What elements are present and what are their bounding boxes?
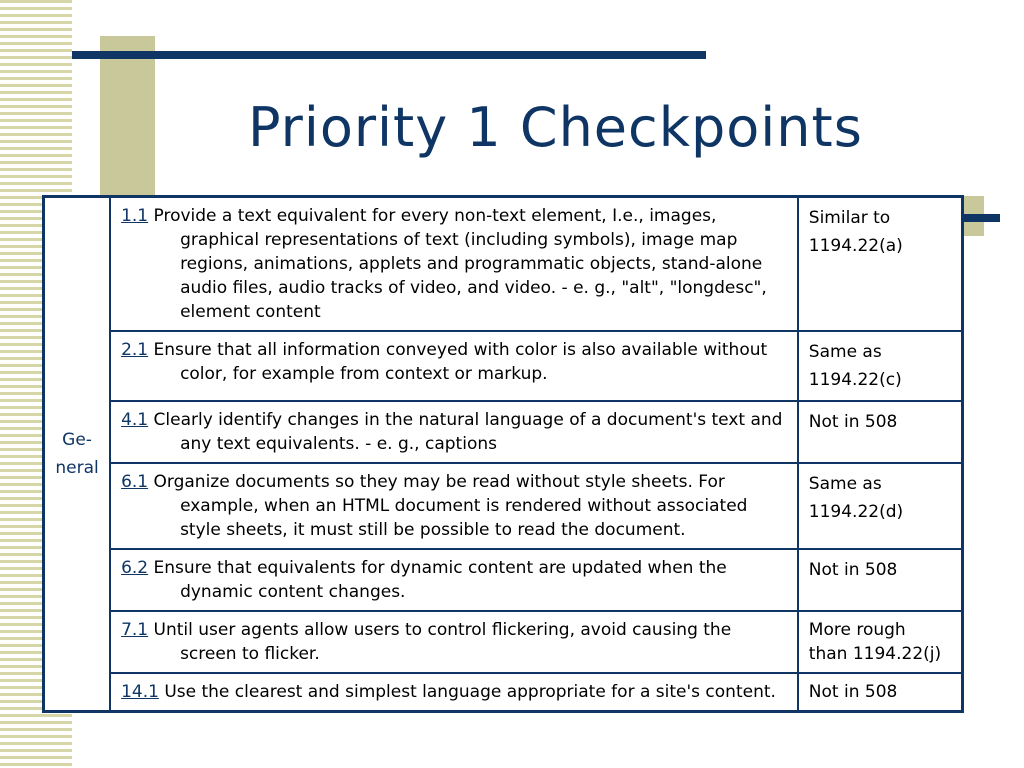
note-line2: 1194.22(c) [808,370,902,390]
checkpoint-description [110,549,798,611]
checkpoint-text: Clearly identify changes in the natural language of a document's text and any text equivalents. - e. g., captions [153,410,783,454]
table-row [44,197,963,332]
section-508-note [798,611,963,673]
table-row [44,673,963,712]
checkpoint-description [110,331,798,401]
note-line1: Same as [808,474,882,494]
note-line2: 1194.22(a) [808,236,903,256]
checkpoint-link[interactable]: 2.1 [121,340,149,360]
checkpoint-text: Use the clearest and simplest language appropriate for a site's content. [164,682,776,702]
table-row [44,463,963,549]
checkpoint-description [110,673,798,712]
checkpoint-link[interactable]: 6.2 [121,558,149,578]
decorative-top-line [72,51,706,59]
note-line1: More rough [808,620,906,640]
section-508-note [798,331,963,401]
section-508-note [798,549,963,611]
note-line2: than 1194.22(j) [808,644,942,664]
note-line1: Same as [808,342,882,362]
checkpoint-description [110,401,798,463]
checkpoint-link[interactable]: 1.1 [121,206,149,226]
page-title: Priority 1 Checkpoints [248,96,863,159]
checkpoints-table [42,195,964,713]
note-line1: Not in 508 [808,412,898,432]
table-row [44,611,963,673]
checkpoint-text: Ensure that equivalents for dynamic content are updated when the dynamic content changes. [153,558,727,602]
checkpoint-description [110,463,798,549]
checkpoint-link[interactable]: 4.1 [121,410,149,430]
note-line1: Similar to [808,208,891,228]
decorative-tan-block [100,36,155,196]
table-row [44,331,963,401]
note-line1: Not in 508 [808,560,898,580]
category-label-line2: neral [55,458,99,478]
checkpoint-text: Ensure that all information conveyed with color is also available without color, for example from context or markup. [153,340,768,384]
decorative-right-line [964,214,1000,222]
note-line2: 1194.22(d) [808,502,904,522]
checkpoint-link[interactable]: 14.1 [121,682,159,702]
category-cell [44,197,111,712]
checkpoint-text: Until user agents allow users to control flickering, avoid causing the screen to flicker. [153,620,732,664]
checkpoint-description [110,611,798,673]
checkpoint-description [110,197,798,332]
checkpoint-text: Organize documents so they may be read without style sheets. For example, when an HTML document is rendered without associated style sheets, it must still be possible to read the document. [153,472,748,540]
checkpoint-text: Provide a text equivalent for every non-text element, I.e., images, graphical representations of text (including symbols), image map regions, animations, applets and programmatic objects, stand-alone audio files, audio tracks of video, and video. - e. g., "alt", "longdesc", element content [153,206,767,322]
category-label-line1: Ge- [62,430,92,450]
section-508-note [798,673,963,712]
note-line1: Not in 508 [808,682,898,702]
checkpoint-link[interactable]: 7.1 [121,620,149,640]
section-508-note [798,197,963,332]
table-row [44,401,963,463]
checkpoint-link[interactable]: 6.1 [121,472,149,492]
table-row [44,549,963,611]
section-508-note [798,401,963,463]
section-508-note [798,463,963,549]
